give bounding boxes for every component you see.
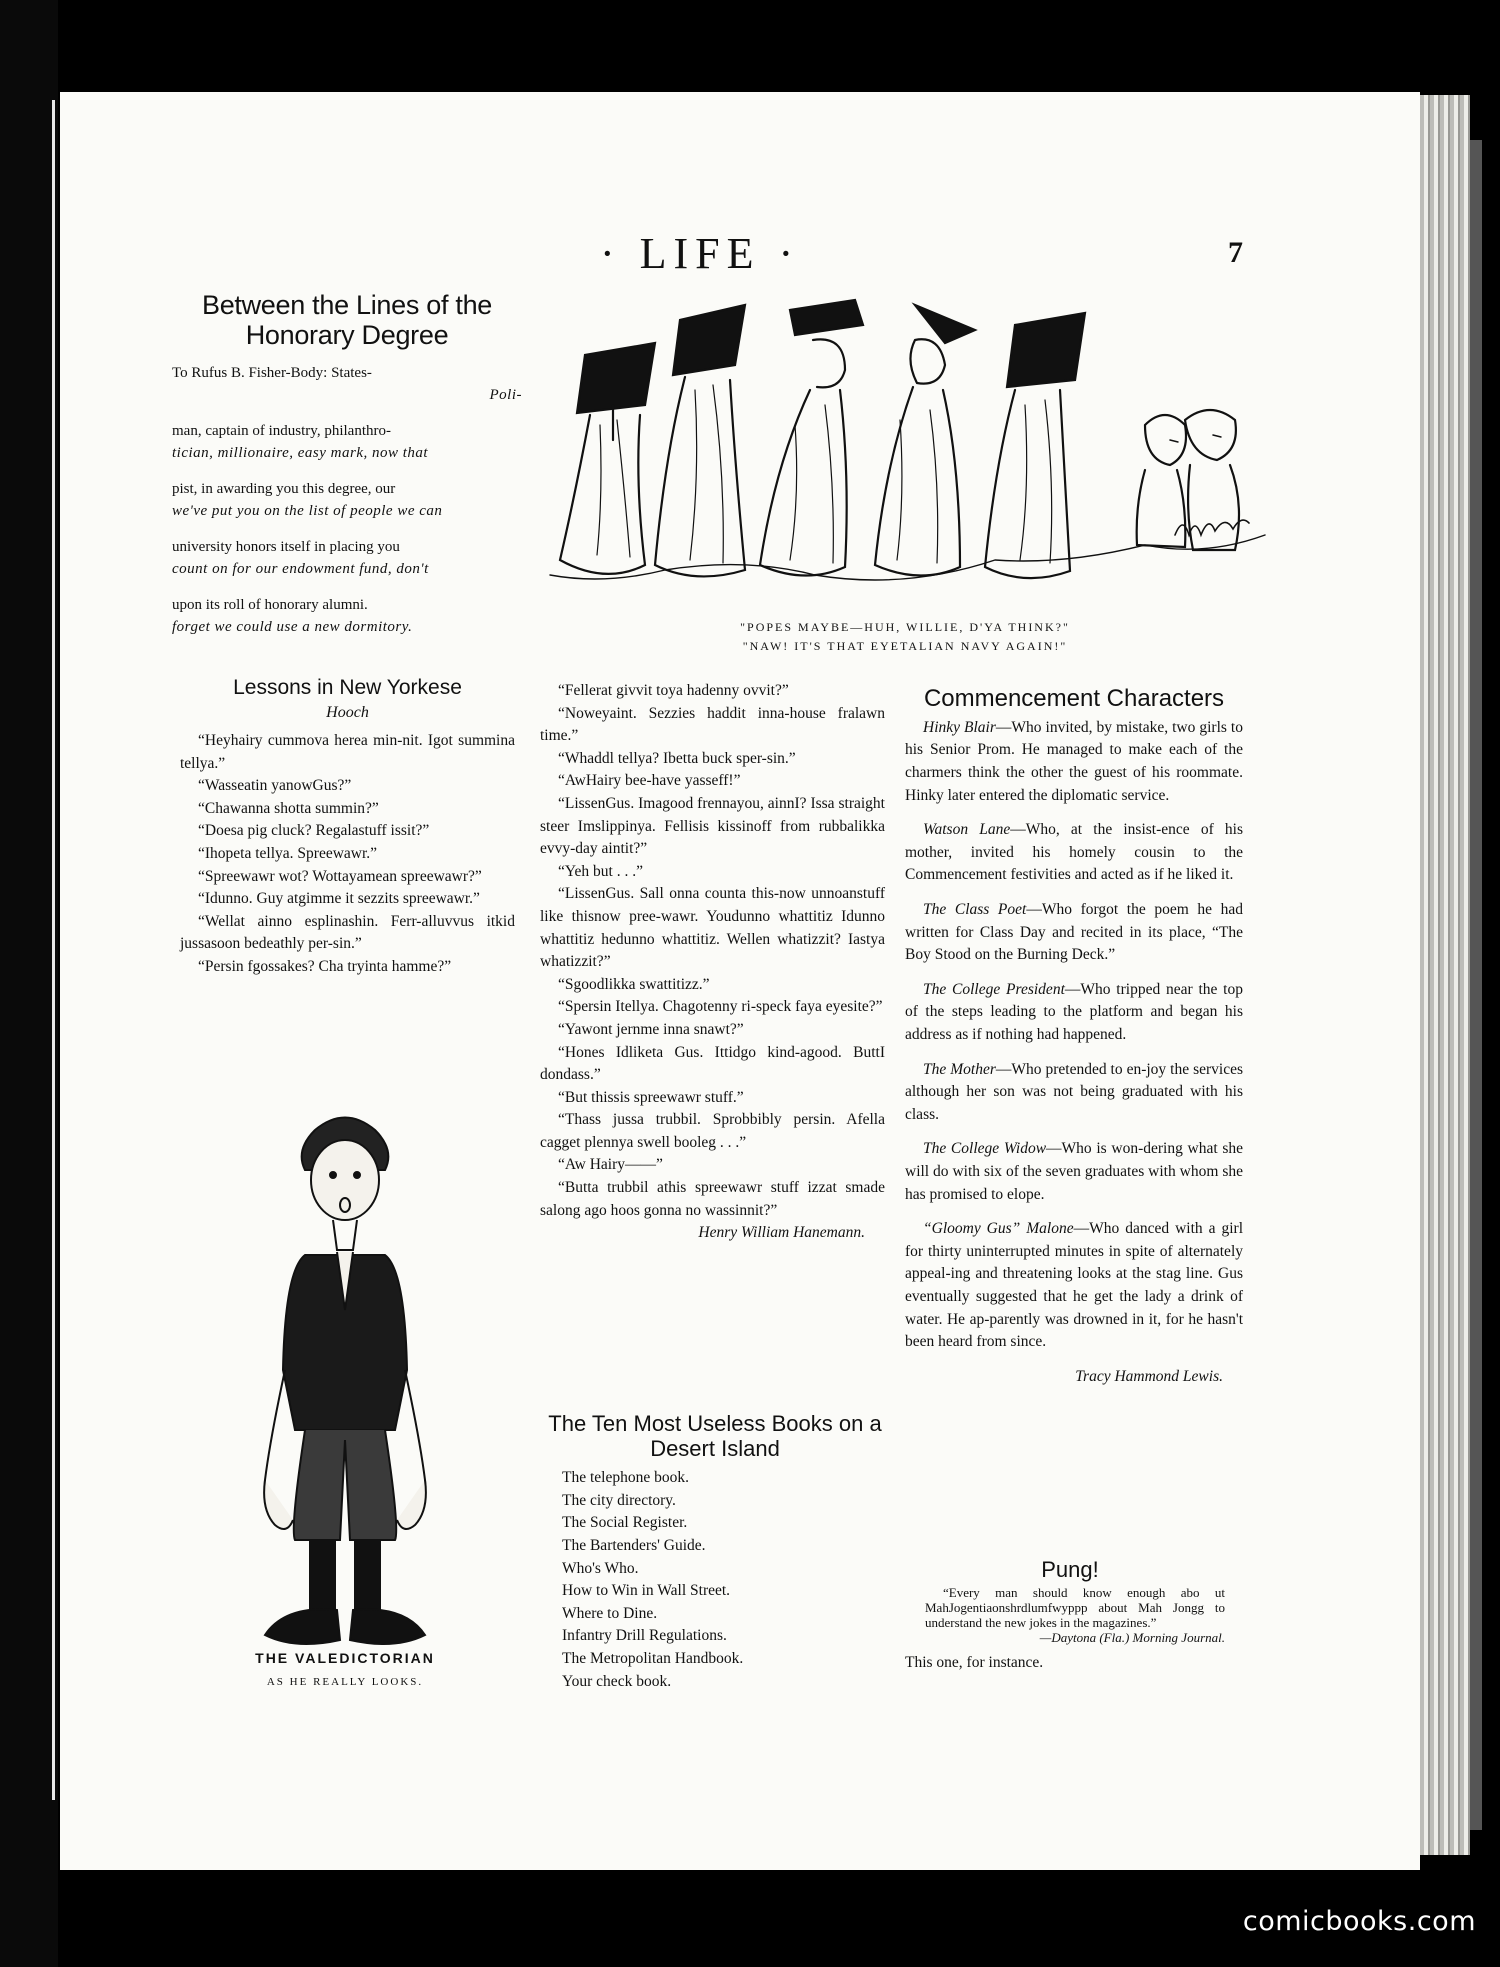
honorary-line-pair	[172, 594, 522, 638]
pung-title: Pung!	[1041, 1557, 1099, 1582]
yorkese-byline: Hooch	[326, 703, 369, 721]
book-item: Where to Dine.	[562, 1604, 658, 1622]
yorkese-line: “LissenGus. Imagood frennayou, ainnI? Issa straight steer Imslippinya. Fellisis kissinoff from rubbalikka evvy-day aintit?”	[540, 794, 885, 858]
book-item: The city directory.	[562, 1491, 676, 1509]
yorkese-line: “Idunno. Guy atgimme it sezzits spreewawr.”	[198, 890, 480, 908]
pung-comment: This one, for instance.	[905, 1653, 1044, 1671]
honorary-line-italic: we've put you on the list of people we can	[172, 503, 443, 520]
honorary-line-roman: man, captain of industry, philanthro-	[172, 423, 391, 440]
character-name: “Gloomy Gus” Malone	[923, 1220, 1074, 1238]
useless-books-article	[540, 1412, 890, 1693]
masthead: · LIFE ·	[600, 229, 801, 278]
honorary-line-pair	[172, 536, 522, 580]
character-paragraph	[905, 1059, 1243, 1127]
yorkese-line: “Persin fgossakes? Cha tryinta hamme?”	[198, 958, 452, 976]
honorary-line-italic: Poli-	[489, 387, 522, 404]
pung-article	[905, 1558, 1235, 1672]
yorkese-line: “Spersin Itellya. Chagotenny ri-speck faya eyesite?”	[558, 998, 883, 1016]
honorary-line-italic: forget we could use a new dormitory.	[172, 619, 413, 636]
book-item: Who's Who.	[562, 1559, 639, 1577]
yorkese-line: “LissenGus. Sall onna counta this-now unnoanstuff like thisnow pree-wawr. Youdunno whattitiz Idunno whattitiz hedunno whattitiz. Wellen whatizzit? Iastya whatizzit?”	[540, 885, 885, 971]
yorkese-column-2	[540, 680, 885, 1222]
honorary-line-italic: count on for our endowment fund, don't	[172, 561, 429, 578]
character-name: The College Widow	[923, 1140, 1047, 1158]
yorkese-line: “AwHairy bee-have yasseff!”	[558, 772, 741, 790]
honorary-line-roman: To Rufus B. Fisher-Body: States-	[172, 365, 372, 382]
character-paragraph	[905, 899, 1243, 967]
character-text: —Who danced with a girl for thirty uninterrupted minutes in spite of alternately appeal-ing and threatening looks at the stag line. Gus eventually suggested that he get the lady a drink of water. He ap-parently was drowned in it, for he hasn't been heard from since.	[905, 1220, 1244, 1351]
graduation-cartoon	[545, 295, 1275, 605]
character-name: The Mother	[923, 1060, 996, 1078]
yorkese-line: “Whaddl tellya? Ibetta buck sper-sin.”	[558, 749, 796, 767]
yorkese-line: “Heyhairy cummova herea min-nit. Igot summina tellya.”	[180, 732, 515, 772]
yorkese-line: “Sgoodlikka swattitizz.”	[558, 975, 710, 993]
yorkese-article	[180, 676, 515, 979]
book-item: Infantry Drill Regulations.	[562, 1627, 727, 1645]
character-text: —Who forgot the poem he had written for Class Day and recited in its place, “The Boy Stood on the Burning Deck.”	[905, 901, 1243, 964]
yorkese-column-2-wrap	[540, 680, 885, 1245]
characters-article	[905, 686, 1243, 1388]
character-paragraph	[905, 979, 1243, 1047]
cartoon-caption-line1: "POPES MAYBE—HUH, WILLIE, D'YA THINK?"	[740, 620, 1070, 634]
character-text: —Who invited, by mistake, two girls to his Senior Prom. He managed to make each of the charmers think the other the guest of his roommate. Hinky later entered the diplomatic service.	[905, 718, 1243, 804]
yorkese-line: “Doesa pig cluck? Regalastuff issit?”	[198, 822, 430, 840]
honorary-line-italic: tician, millionaire, easy mark, now that	[172, 445, 429, 462]
character-name: The College President	[923, 980, 1065, 998]
useless-books-title: The Ten Most Useless Books on a Desert Island	[548, 1411, 882, 1461]
cartoon-caption-line2: "NAW! IT'S THAT EYETALIAN NAVY AGAIN!"	[742, 639, 1068, 653]
yorkese-column-1	[180, 730, 515, 979]
honorary-line-pair	[172, 478, 522, 522]
binding-gutter	[0, 0, 58, 1967]
valedictorian-illustration	[245, 1110, 445, 1660]
useless-books-list	[540, 1467, 890, 1693]
valedictorian-figure	[245, 1110, 445, 1660]
page-edges	[1420, 95, 1470, 1855]
yorkese-line: “Aw Hairy——”	[558, 1156, 663, 1174]
characters-paragraphs	[905, 717, 1243, 1354]
yorkese-line: “Wasseatin yanowGus?”	[198, 777, 352, 795]
yorkese-author: Henry William Hanemann.	[698, 1224, 865, 1242]
yorkese-line: “Fellerat givvit toya hadenny ovvit?”	[558, 682, 789, 699]
valedictorian-caption-title: THE VALEDICTORIAN	[255, 1650, 435, 1666]
yorkese-line: “But thissis spreewawr stuff.”	[558, 1088, 744, 1106]
character-text: —Who tripped near the top of the steps leading to the platform and began his address as if nothing had happened.	[905, 980, 1243, 1043]
honorary-line-roman: upon its roll of honorary alumni.	[172, 597, 368, 614]
honorary-title: Between the Lines of the Honorary Degree	[201, 290, 492, 351]
yorkese-line: “Yawont jernme inna snawt?”	[558, 1020, 744, 1038]
book-item: Your check book.	[562, 1672, 672, 1690]
yorkese-line: “Chawanna shotta summin?”	[198, 799, 379, 817]
honorary-line-roman: university honors itself in placing you	[172, 539, 400, 556]
yorkese-line: “Noweyaint. Sezzies haddit inna-house fralawn time.”	[540, 704, 885, 745]
character-text: —Who pretended to en-joy the services although her son was not being graduated with his class.	[905, 1060, 1243, 1123]
character-text: —Who is won-dering what she will do with six of the seven graduates with whom she has promised to elope.	[905, 1140, 1243, 1203]
pung-source: —Daytona (Fla.) Morning Journal.	[1039, 1629, 1225, 1645]
yorkese-title: Lessons in New Yorkese	[233, 676, 462, 699]
yorkese-line: “Ihopeta tellya. Spreewawr.”	[198, 845, 378, 863]
yorkese-line: “Hones Idliketa Gus. Ittidgo kind-agood. ButtI dondass.”	[540, 1043, 885, 1084]
character-paragraph	[905, 1218, 1243, 1354]
character-name: Hinky Blair	[923, 718, 996, 736]
yorkese-line: “Wellat ainno esplinashin. Ferr-alluvvus itkid jussasoon bedeathly per-sin.”	[180, 912, 515, 953]
honorary-line-roman: pist, in awarding you this degree, our	[172, 481, 396, 498]
book-item: The Metropolitan Handbook.	[562, 1650, 744, 1667]
honorary-lines	[172, 362, 522, 638]
character-paragraph	[905, 717, 1243, 807]
book-item: The Social Register.	[562, 1514, 688, 1532]
watermark: comicbooks.com	[1242, 1906, 1476, 1937]
character-name: The Class Poet	[923, 901, 1027, 919]
pung-quote: “Every man should know enough abo ut MahJogentiaonshrdlumfwyppp about Mah Jongg to understand the new jokes in the magazines.”	[925, 1584, 1225, 1630]
page-number: 7	[1228, 236, 1243, 269]
honorary-line-pair	[172, 362, 522, 406]
yorkese-line: “Yeh but . . .”	[558, 862, 643, 880]
book-item: The telephone book.	[562, 1469, 689, 1487]
valedictorian-caption-sub: AS HE REALLY LOOKS.	[266, 1676, 424, 1688]
graduates-illustration	[545, 295, 1275, 605]
page-edges-shadow	[1470, 140, 1482, 1830]
cartoon-caption	[640, 618, 1170, 656]
valedictorian-caption	[220, 1650, 470, 1688]
yorkese-line: “Thass jussa trubbil. Sprobbibly persin. Afella cagget plennya swell booleg . . .”	[540, 1111, 885, 1151]
honorary-line-pair	[172, 420, 522, 464]
character-text: —Who, at the insist-ence of his mother, invited his homely cousin to the Commencement festivities and acted as if he liked it.	[905, 821, 1243, 884]
character-name: Watson Lane	[923, 821, 1011, 839]
character-paragraph	[905, 1138, 1243, 1206]
honorary-article	[172, 290, 522, 652]
characters-title: Commencement Characters	[923, 685, 1225, 712]
character-paragraph	[905, 819, 1243, 887]
yorkese-line: “Spreewawr wot? Wottayamean spreewawr?”	[198, 867, 482, 885]
book-item: How to Win in Wall Street.	[562, 1582, 731, 1600]
characters-author: Tracy Hammond Lewis.	[1075, 1367, 1223, 1385]
book-item: The Bartenders' Guide.	[562, 1537, 706, 1555]
yorkese-line: “Butta trubbil athis spreewawr stuff izzat smade salong ago hoos gonna no wassinnit?”	[540, 1179, 885, 1219]
